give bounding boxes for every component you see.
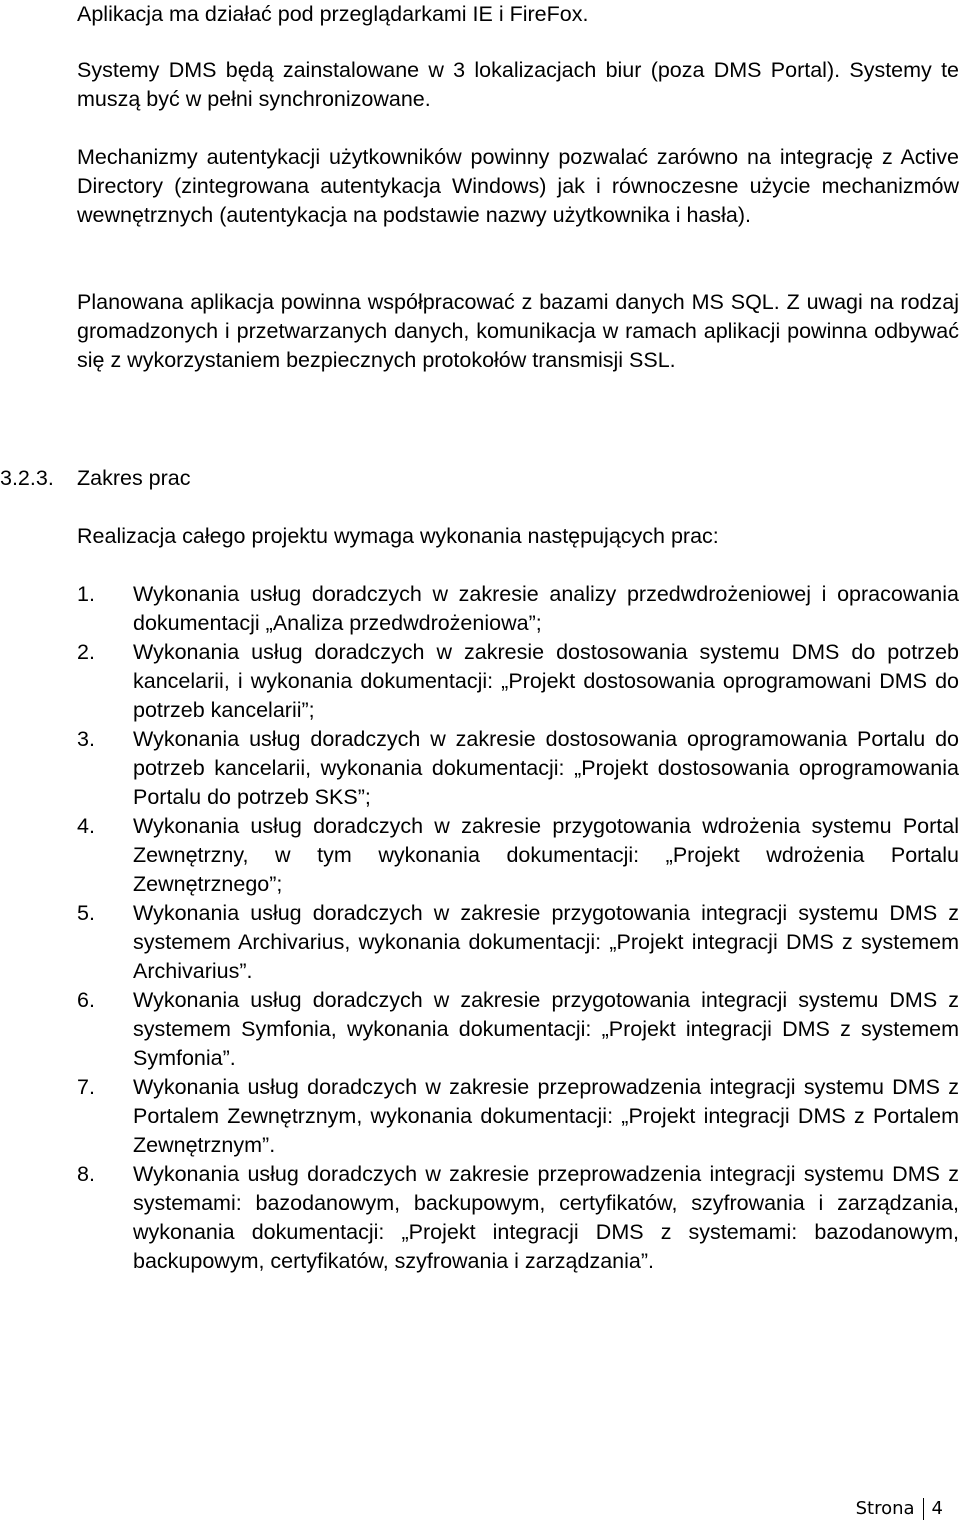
paragraph-database-ssl: Planowana aplikacja powinna współpracować z bazami danych MS SQL. Z uwagi na rodzaj gromadzonych i przetwarzanych danych, komunikacja w ramach aplikacji powinna odbywać się z wykorzystaniem bezpiecznych protokołów transmisji SSL. [77,290,959,372]
list-item-text: Wykonania usług doradczych w zakresie dostosowania systemu DMS do potrzeb kancelarii, i wykonania dokumentacji: „Projekt dostosowania oprogramowani DMS do potrzeb kancelarii”; [133,640,959,722]
list-marker: 6. [77,988,95,1012]
list-item-text: Wykonania usług doradczych w zakresie przygotowania integracji systemu DMS z systemem Symfonia, wykonania dokumentacji: „Projekt integracji DMS z systemem Symfonia”. [133,988,959,1070]
section-number: 3.2.3. [0,466,54,490]
list-marker: 2. [77,640,95,664]
paragraph-intro: Realizacja całego projektu wymaga wykonania następujących prac: [77,524,719,548]
page-label: Strona [855,1498,915,1519]
list-marker: 3. [77,727,95,751]
list-marker: 1. [77,582,95,606]
list-item [77,1073,959,1160]
footer-divider [923,1498,924,1520]
list-item [77,638,959,725]
section-title: Zakres prac [77,466,191,490]
list-item-text: Wykonania usług doradczych w zakresie przeprowadzenia integracji systemu DMS z systemami: bazodanowym, backupowym, certyfikatów, szyfrowania i zarządzania, wykonania dokumentacji: „Projekt integracji DMS z systemami: bazodanowym, backupowym, certyfikatów, szyfrowania i zarządzania”. [133,1162,959,1273]
list-marker: 8. [77,1162,95,1186]
list-item [77,725,959,812]
list-item [77,1160,959,1276]
list-marker: 5. [77,901,95,925]
paragraph-browsers: Aplikacja ma działać pod przeglądarkami IE i FireFox. [77,2,589,26]
task-list [77,580,959,1276]
list-item-text: Wykonania usług doradczych w zakresie analizy przedwdrożeniowej i opracowania dokumentacji „Analiza przedwdrożeniowa”; [133,582,959,635]
list-marker: 7. [77,1075,95,1099]
list-item [77,899,959,986]
list-item [77,986,959,1073]
list-item-text: Wykonania usług doradczych w zakresie przygotowania wdrożenia systemu Portal Zewnętrzny, w tym wykonania dokumentacji: „Projekt wdrożenia Portalu Zewnętrznego”; [133,814,959,896]
list-item-text: Wykonania usług doradczych w zakresie przeprowadzenia integracji systemu DMS z Portalem Zewnętrznym, wykonania dokumentacji: „Projekt integracji DMS z Portalem Zewnętrznym”. [133,1075,959,1157]
list-item [77,580,959,638]
paragraph-authentication: Mechanizmy autentykacji użytkowników powinny pozwalać zarówno na integrację z Active Directory (zintegrowana autentykacja Windows) jak i równoczesne użycie mechanizmów wewnętrznych (autentykacja na podstawie nazwy użytkownika i hasła). [77,145,959,227]
paragraph-sync: Systemy DMS będą zainstalowane w 3 lokalizacjach biur (poza DMS Portal). Systemy te muszą być w pełni synchronizowane. [77,58,959,111]
section-heading [0,464,191,493]
list-item [77,812,959,899]
page-number: 4 [931,1498,943,1519]
list-item-text: Wykonania usług doradczych w zakresie przygotowania integracji systemu DMS z systemem Archivarius, wykonania dokumentacji: „Projekt integracji DMS z systemem Archivarius”. [133,901,959,983]
list-marker: 4. [77,814,95,838]
list-item-text: Wykonania usług doradczych w zakresie dostosowania oprogramowania Portalu do potrzeb kancelarii, wykonania dokumentacji: „Projekt dostosowania oprogramowania Portalu do potrzeb SKS”; [133,727,959,809]
page-footer [856,1497,943,1521]
